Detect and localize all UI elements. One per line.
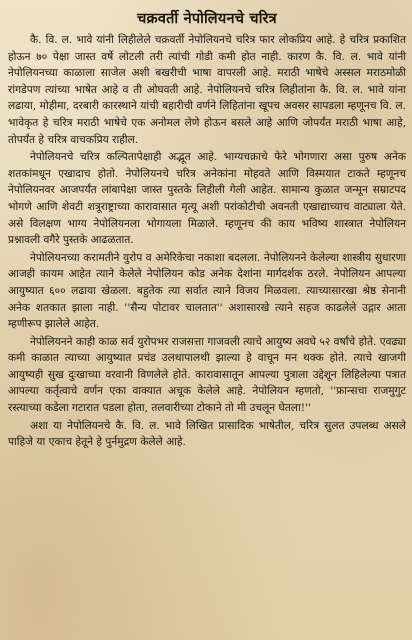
page-title: चक्रवर्ती नेपोलियनचे चरित्र [137,10,277,27]
paragraph-3: नेपोलियनच्या करामतीने युरोप व अमेरिकेचा नकाशा बदलला. नेपोलियनने केलेल्या शास्त्रीय सुधारणा आजही कायम आहेत त्याने केलेले नेपोलियन कोड अनेक देशांना मार्गदर्शक ठरले. नेपोलियन आपल्या आयुष्यात ६०० लढाया खेळला. बहुतेक त्या सर्वात त्याने विजय मिळवला. त्याच्यासारखा श्रेष्ठ सेनानी अनेक शतकात झाला नाही. ''सैन्य पोटावर चालतात'' अशासारखे त्याने सहज काढलेले उद्गार आता म्हणीरूप झालेले आहेत. [8,251,406,331]
paragraph-2: नेपोलियनचे चरित्र कल्पितापेक्षाही अद्भूत आहे. भाग्यचक्राचे फेरे भोगणारा असा पुरुष अनेक शतकांमधून एखादाच होतो. नेपोलियनचे चरित्र अनेकांना मोहवते आणि विस्मयात टाकते म्हणूनच नेपोलियनवर आजपर्यंत लांबापेक्षा जास्त पुस्तके लिहीली गेली आहेत. सामान्य कुळात जन्मून सम्राटपद भोगणे आणि शेवटी शत्रूराष्ट्राच्या कारावासात मृत्यू अशी परांकोटीची अवनती एखाद्याच्याच वाट्याला येते. असे विलक्षण भाग्य नेपोलियनला भोगायला मिळाले. म्हणूनच की काय भविष्य शास्त्रात नेपोलियन प्रश्नावली वगैरे पुस्तके आढळतात. [8,151,406,247]
paragraph-4: नेपोलियनने काही काळ सर्व युरोपभर राजसत्ता गाजवली त्याचे आयुष्य अवघे ५२ वर्षांचे होते. एवढ्या कमी काळात त्याच्या आयुष्यात प्रचंड उलथापालथी झाल्या हे वाचून मन थक्क होते. त्याचे खाजगी आयुष्यही सुख दुःखाच्या वरवानी विणलेले होते. कारावासातून आपल्या पुत्राला उद्देशून लिहिलेल्या पत्रात आपल्या कर्तृत्वाचे वर्णन एका वाक्यात अचूक केलेले आहे. नेपोलियन म्हणतो, ''फ्रान्सचा राजमुगुट रस्त्याच्या कडेला गटारात पडला होता, तलवारीच्या टोकाने तो मी उचलून घेतला!'' [8,335,406,415]
paragraph-1: कै. वि. ल. भावे यांनी लिहीलेले चक्रवर्ती नेपोलियनचे चरित्र फार लोकप्रिय आहे. हे चरित्र प्रकाशित होऊन ७० पेक्षा जास्त वर्षे लोटली तरी त्यांची गोडी कमी होत नाही. कारण कै. वि. ल. भावे यांनी नेपोलियनच्या काळाला साजेल अशी बखरीची भाषा वापरली आहे. मराठी भाषेचे अस्सल मराठमोळी रांगडेपण त्यांच्या भाषेत आहे व ती ओघवती आहे. नेपोलियनचे चरित्र लिहीतांना कै. वि. ल. भावे यांना लढाया, मोहीमा, दरबारी कारस्थाने यांची बहारीची वर्णने लिहितांना खूपच अवसर सापडला म्हणूनच वि. ल. भावेकृत हे चरित्र मराठी भाषेचे एक अनोमल लेणे होऊन बसले आहे आणि जोपर्यंत मराठी भाषा आहे, तोपर्यंत हे चरित्र वाचकप्रिय राहील. [8,34,406,146]
paragraph-5: अशा या नेपोलियनचे कै. वि. ल. भावे लिखित प्रासादिक भाषेतील, चरित्र सुलत उपलब्ध असले पाहिजे या एकाच हेतूने हे पुर्नमुद्रण केलेले आहे. [8,419,406,449]
